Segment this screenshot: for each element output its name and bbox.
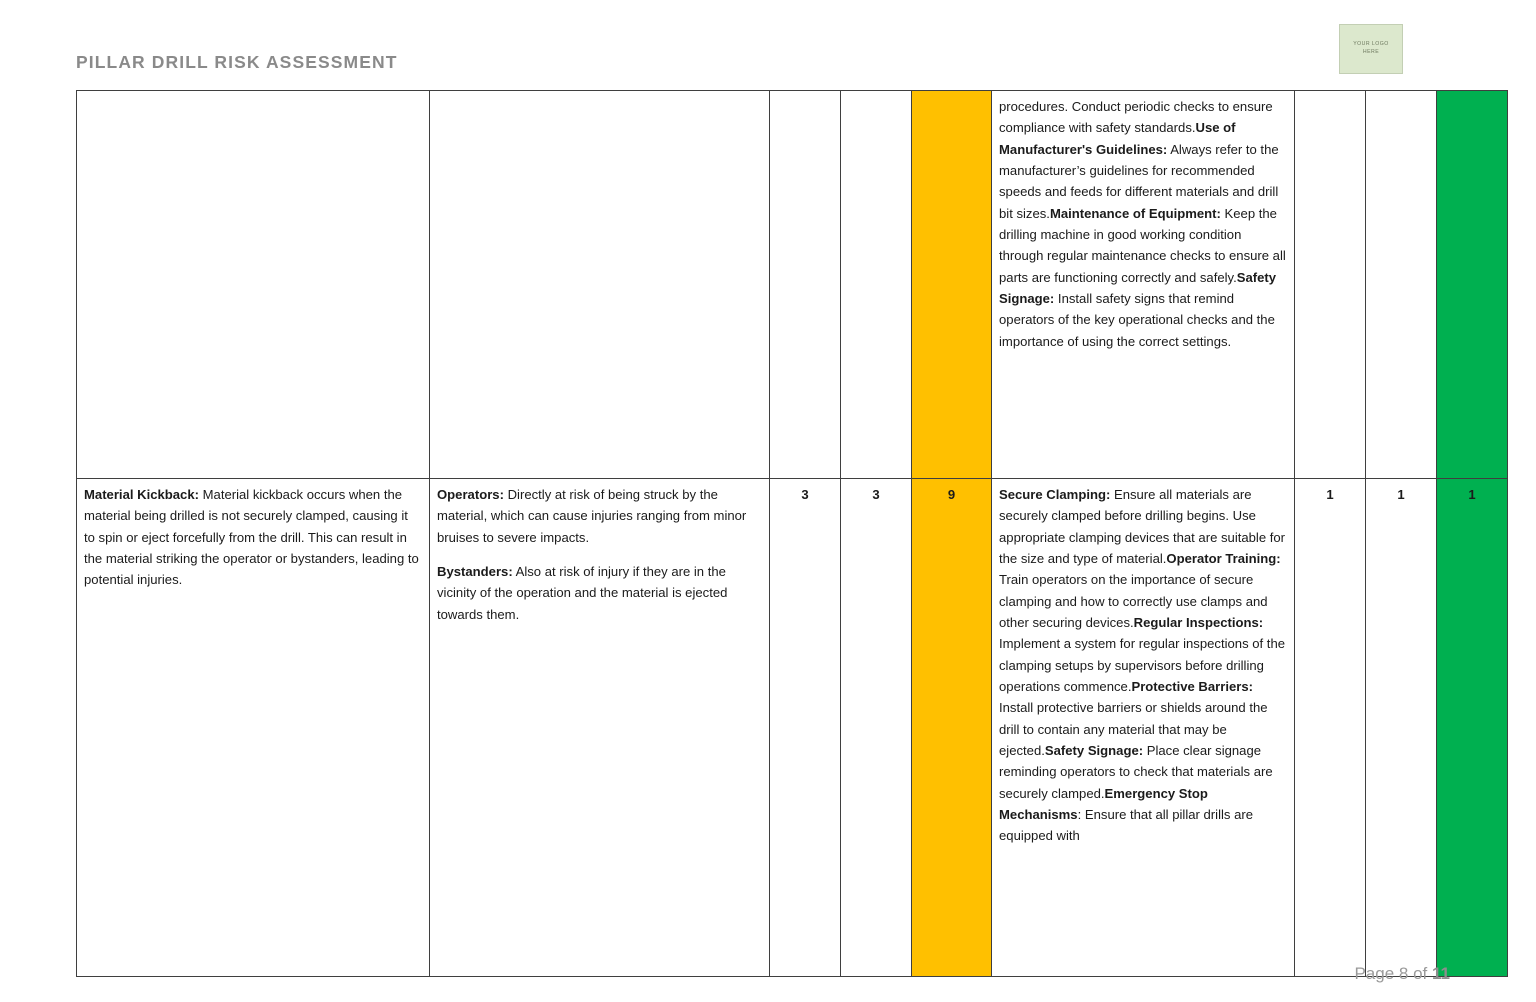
control-measure-lead: Regular Inspections: xyxy=(1133,614,1264,630)
page-title: PILLAR DRILL RISK ASSESSMENT xyxy=(76,52,398,72)
table-row xyxy=(77,91,1508,479)
cell-residual-severity: 1 xyxy=(1366,479,1437,977)
who-affected-text: Also at risk of injury if they are in the vicinity of the operation and the material is ejected towards them. xyxy=(437,563,728,622)
page-of-label: of xyxy=(1413,964,1428,983)
cell-likelihood xyxy=(770,91,841,479)
control-measure-lead: Safety Signage: xyxy=(999,269,1277,306)
control-measure-text: Always refer to the manufacturer’s guidelines for recommended speeds and feeds for different materials and drill bit sizes. xyxy=(999,141,1279,221)
control-measure-text: Implement a system for regular inspections of the clamping setups by supervisors before drilling operations commence. xyxy=(999,636,1286,694)
control-measure-lead: Safety Signage: xyxy=(1044,742,1144,758)
cell-risk-rating xyxy=(912,91,992,479)
hazard-text: Material kickback occurs when the material being drilled is not securely clamped, causing it to spin or eject forcefully from the drill. This can result in the material striking the operator or bystanders, leading to potential injuries. xyxy=(84,487,419,588)
logo-placeholder xyxy=(1339,24,1403,74)
document-footer xyxy=(0,958,1536,1002)
who-affected-lead: Operators: xyxy=(437,487,504,502)
control-measure-text: Train operators on the importance of secure clamping and how to correctly use clamps and other securing devices. xyxy=(999,572,1268,630)
cell-hazard xyxy=(77,91,430,479)
page-label: Page xyxy=(1354,964,1395,983)
control-measure-text: procedures. Conduct periodic checks to ensure compliance with safety standards. xyxy=(999,99,1273,136)
control-measure-text: Install protective barriers or shields around the drill to contain any material that may be ejected. xyxy=(999,700,1268,758)
control-measure-lead: Emergency Stop Mechanisms xyxy=(999,785,1208,822)
control-measure-lead: Secure Clamping: xyxy=(999,487,1111,502)
control-measure-text: Keep the drilling machine in good working condition through regular maintenance checks to ensure all parts are functioning correctly and safely. xyxy=(999,205,1286,285)
table-row xyxy=(77,479,1508,977)
page-number xyxy=(1354,964,1450,984)
control-measure xyxy=(999,484,1287,847)
control-measure-text: Install safety signs that remind operators of the key operational checks and the importance of using the correct settings. xyxy=(999,290,1275,349)
cell-who-affected xyxy=(430,479,770,977)
logo-line-1: YOUR LOGO xyxy=(1353,41,1389,48)
hazard-description xyxy=(84,484,422,591)
cell-severity xyxy=(841,91,912,479)
cell-control-measures xyxy=(992,91,1295,479)
risk-assessment-table xyxy=(76,90,1508,977)
cell-hazard xyxy=(77,479,430,977)
control-measure-lead: Operator Training: xyxy=(1166,550,1281,566)
cell-severity: 3 xyxy=(841,479,912,977)
cell-risk-rating: 9 xyxy=(912,479,992,977)
control-measure-lead: Use of Manufacturer's Guidelines: xyxy=(999,120,1236,157)
cell-residual-risk-rating xyxy=(1437,91,1508,479)
document-header xyxy=(0,0,1536,88)
cell-likelihood: 3 xyxy=(770,479,841,977)
logo-line-2: HERE xyxy=(1362,49,1380,55)
control-measure-lead: Maintenance of Equipment: xyxy=(1049,205,1221,221)
cell-residual-severity xyxy=(1366,91,1437,479)
cell-residual-likelihood: 1 xyxy=(1295,479,1366,977)
page-total: 11 xyxy=(1432,964,1450,983)
control-measure-lead: Protective Barriers: xyxy=(1131,678,1254,694)
hazard-lead: Material Kickback: xyxy=(84,487,199,502)
page-current: 8 xyxy=(1398,964,1409,983)
who-affected-lead: Bystanders: xyxy=(437,563,513,579)
who-affected-operators xyxy=(437,484,762,548)
control-measure-text: : Ensure that all pillar drills are equipped with xyxy=(999,806,1253,844)
who-affected-bystanders xyxy=(437,561,762,625)
cell-who-affected xyxy=(430,91,770,479)
control-measure-text: Place clear signage reminding operators to check that materials are securely clamped. xyxy=(999,742,1273,801)
control-measure xyxy=(999,96,1287,352)
control-measure-text: Ensure all materials are securely clamped before drilling begins. Use appropriate clamping devices that are suitable for the size and type of material. xyxy=(999,487,1286,566)
who-affected-text: Directly at risk of being struck by the material, which can cause injuries ranging from minor bruises to severe impacts. xyxy=(437,487,747,545)
cell-residual-likelihood xyxy=(1295,91,1366,479)
cell-residual-risk-rating: 1 xyxy=(1437,479,1508,977)
cell-control-measures xyxy=(992,479,1295,977)
